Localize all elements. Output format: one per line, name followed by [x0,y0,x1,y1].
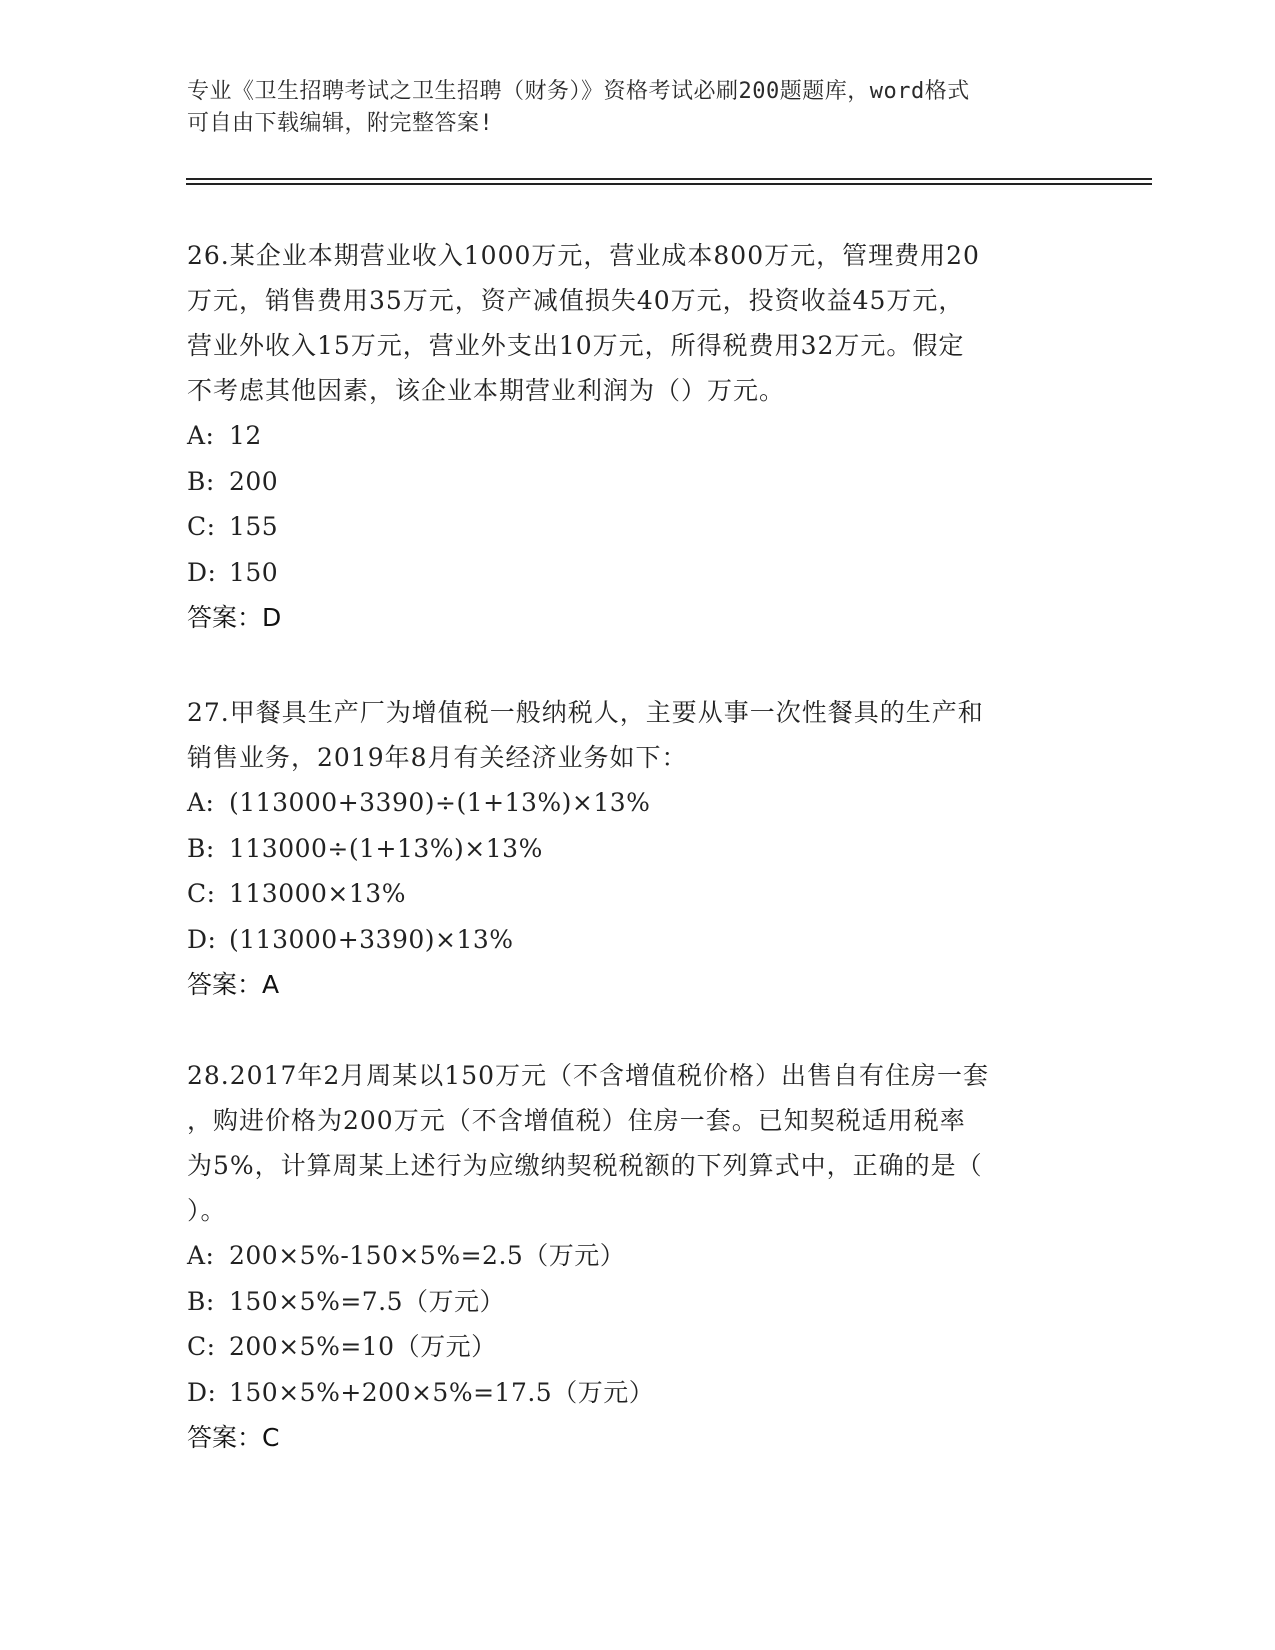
option-a [187,780,1087,826]
option-text: 155 [229,512,279,541]
answer-line: 答案：C [187,1423,280,1452]
option-key: A: [187,1241,215,1270]
stem-line: 不考虑其他因素，该企业本期营业利润为（）万元。 [187,376,786,405]
option-text: 200×5%-150×5%=2.5（万元） [229,1241,626,1270]
header-divider-top [186,178,1152,180]
option-key: D: [187,1377,217,1407]
option-key: B: [187,1286,215,1316]
option-text: 200 [229,466,279,496]
option-c [187,504,1087,550]
option-d [187,917,1087,963]
option-b [187,826,1087,872]
option-key: C: [187,512,216,541]
option-text: 150×5%=7.5（万元） [229,1286,506,1316]
answer-line: 答案：D [187,603,282,632]
option-key: D: [187,557,217,587]
stem-line: ）。 [187,1196,227,1225]
option-d [187,1370,1087,1416]
option-key: D: [187,924,217,954]
option-text: 12 [229,421,262,450]
question-28 [187,1053,1087,1460]
stem-line: 万元，销售费用35万元，资产减值损失40万元，投资收益45万元， [187,286,965,315]
stem-line: ，购进价格为200万元（不含增值税）住房一套。已知契税适用税率 [187,1106,966,1135]
document-header [187,76,1087,140]
question-stem [187,1053,1087,1233]
option-a [187,413,1087,459]
stem-line: 营业外收入15万元，营业外支出10万元，所得税费用32万元。假定 [187,331,965,360]
option-key: A: [187,788,215,817]
option-a [187,1233,1087,1279]
stem-line: 27.甲餐具生产厂为增值税一般纳税人，主要从事一次性餐具的生产和 [187,698,984,727]
stem-line: 为5%，计算周某上述行为应缴纳契税税额的下列算式中，正确的是（ [187,1151,983,1180]
question-26 [187,233,1087,640]
stem-line: 销售业务，2019年8月有关经济业务如下： [187,743,688,772]
option-key: B: [187,466,215,496]
stem-line: 26.某企业本期营业收入1000万元，营业成本800万元，管理费用20 [187,241,980,270]
option-b [187,459,1087,505]
header-line-1: 专业《卫生招聘考试之卫生招聘（财务）》资格考试必刷200题题库，word格式 [187,79,970,104]
option-text: (113000+3390)×13% [229,924,514,954]
question-27 [187,690,1087,1007]
answer-line: 答案：A [187,970,280,999]
header-line-2: 可自由下载编辑，附完整答案! [187,111,494,136]
option-key: C: [187,879,216,908]
option-text: 200×5%=10（万元） [229,1332,497,1361]
option-text: (113000+3390)÷(1+13%)×13% [229,788,651,817]
question-stem [187,690,1087,780]
stem-line: 28.2017年2月周某以150万元（不含增值税价格）出售自有住房一套 [187,1061,990,1090]
option-key: C: [187,1332,216,1361]
option-key: B: [187,833,215,863]
option-key: A: [187,421,215,450]
option-d [187,550,1087,596]
header-divider-bottom [186,183,1152,185]
question-stem [187,233,1087,413]
option-c [187,1324,1087,1370]
option-b [187,1279,1087,1325]
option-text: 150×5%+200×5%=17.5（万元） [229,1377,655,1407]
option-c [187,871,1087,917]
option-text: 150 [229,557,279,587]
option-text: 113000×13% [229,879,406,908]
option-text: 113000÷(1+13%)×13% [229,833,543,863]
